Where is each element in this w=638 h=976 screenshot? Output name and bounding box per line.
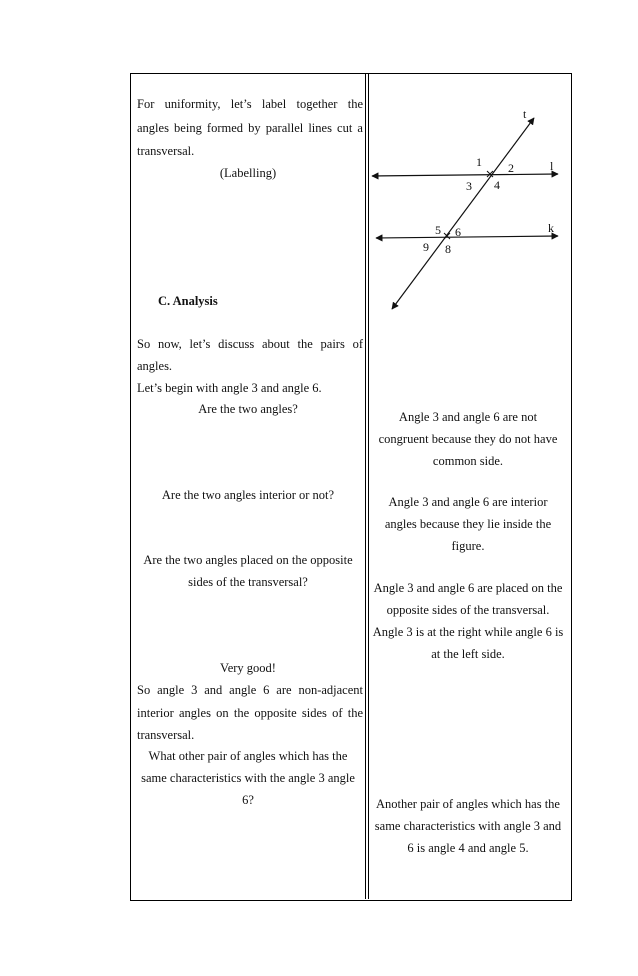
- answer-4-line: 6 is angle 4 and angle 5.: [407, 841, 529, 855]
- angle-marks-lower: [444, 233, 450, 239]
- parallel-line-k: [376, 236, 558, 238]
- label-l: l: [550, 159, 554, 173]
- angle-label: 2: [508, 161, 514, 175]
- analysis-heading: C. Analysis: [158, 294, 218, 308]
- answer-3-line: Angle 3 is at the right while angle 6 is: [372, 625, 564, 639]
- question-4-line: What other pair of angles which has the: [148, 749, 348, 763]
- answer-2-line: figure.: [451, 539, 485, 553]
- question-3-line: sides of the transversal?: [188, 575, 308, 589]
- summary-text-line: interior angles on the opposite sides of the: [137, 706, 363, 720]
- answer-2-line: Angle 3 and angle 6 are interior: [388, 495, 548, 509]
- angle-label: 3: [466, 179, 472, 193]
- answer-4-line: same characteristics with angle 3 and: [374, 819, 562, 833]
- question-4-line: 6?: [242, 793, 254, 807]
- summary-text-line: So angle 3 and angle 6 are non-adjacent: [137, 683, 363, 697]
- parallel-lines-diagram: [366, 100, 570, 320]
- answer-2-line: angles because they lie inside the: [384, 517, 552, 531]
- praise-text: Very good!: [220, 661, 276, 675]
- angle-label: 9: [423, 240, 429, 254]
- label-k: k: [548, 221, 554, 235]
- angle-label: 8: [445, 242, 451, 256]
- intro-text-line: transversal.: [137, 144, 195, 158]
- intro-text-line: For uniformity, let’s label together the: [137, 97, 363, 111]
- answer-4-line: Another pair of angles which has the: [376, 797, 560, 811]
- answer-1-line: congruent because they do not have: [378, 432, 558, 446]
- angle-label: 4: [494, 178, 500, 192]
- question-1: Are the two angles?: [198, 402, 298, 416]
- angle-label: 6: [455, 225, 461, 239]
- answer-3-line: at the left side.: [431, 647, 505, 661]
- answer-1-line: Angle 3 and angle 6 are not: [398, 410, 538, 424]
- intro-text-line: angles being formed by parallel lines cut a: [137, 121, 363, 135]
- answer-3-line: Angle 3 and angle 6 are placed on the: [373, 581, 563, 595]
- angle-label: 1: [476, 155, 482, 169]
- answer-3-line: opposite sides of the transversal.: [386, 603, 550, 617]
- discuss-text-line: So now, let’s discuss about the pairs of: [137, 337, 363, 351]
- question-2: Are the two angles interior or not?: [161, 488, 335, 502]
- parallel-line-l: [372, 174, 558, 176]
- label-t: t: [523, 107, 527, 121]
- begin-text: Let’s begin with angle 3 and angle 6.: [137, 381, 322, 395]
- labelling-note: (Labelling): [219, 166, 277, 180]
- summary-text-line: transversal.: [137, 728, 195, 742]
- discuss-text-line: angles.: [137, 359, 173, 373]
- question-3-line: Are the two angles placed on the opposite: [143, 553, 353, 567]
- angle-label: 5: [435, 223, 441, 237]
- question-4-line: same characteristics with the angle 3 angle: [141, 771, 355, 785]
- transversal-line-t: [392, 118, 534, 309]
- answer-1-line: common side.: [432, 454, 504, 468]
